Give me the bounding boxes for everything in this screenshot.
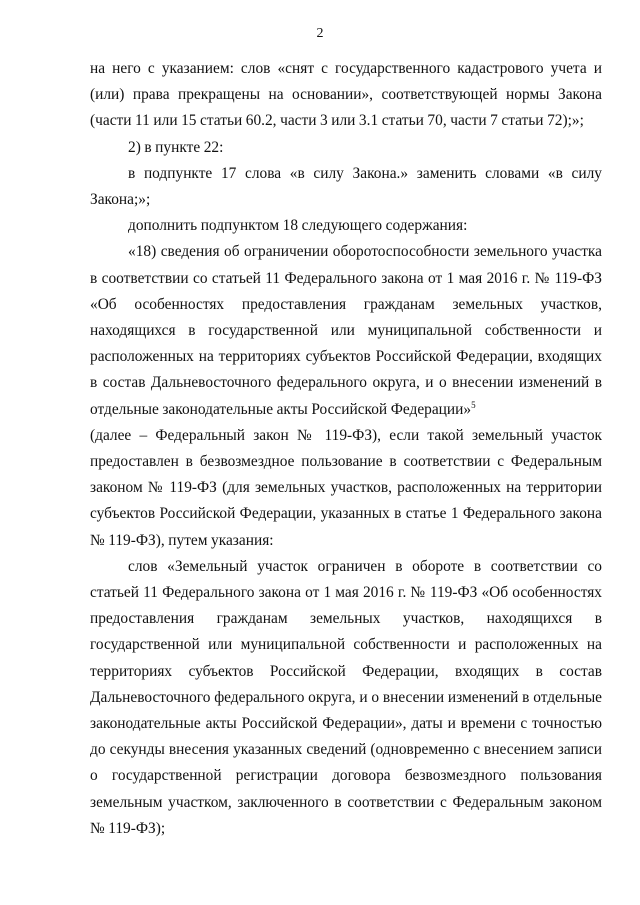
paragraph-6: (далее – Федеральный закон № 119-ФЗ), если такой земельный участок предоставлен в безвозмездное пользование в соответствии с Федеральным законом № 119-ФЗ (для земельных участков, расположенных на территории субъектов Российской Федерации, указанных в статье 1 Федерального закона № 119-ФЗ), путем указания: [90, 426, 602, 549]
paragraph-3: в подпункте 17 слова «в силу Закона.» заменить словами «в силу Закона;»; [90, 164, 602, 209]
paragraph-7: слов «Земельный участок ограничен в обороте в соответствии со статьей 11 Федерального закона от 1 мая 2016 г. № 119-ФЗ «Об особенностях предоставления гражданам земельных участков, находящихся в государственной или муниципальной собственности и расположенных на территориях субъектов Российской Федерации, входящих в состав Дальневосточного федерального округа, и о внесении изменений в отдельные законодательные акты Российской Федерации», даты и времени с точностью до секунды внесения указанных сведений (одновременно с внесением записи о государственной регистрации договора безвозмездного пользования земельным участком, заключенного в соответствии с Федеральным законом № 119-ФЗ); [90, 557, 602, 837]
paragraph-1: на него с указанием: слов «снят с государственного кадастрового учета и (или) права прекращены на основании», соответствующей нормы Закона (части 11 или 15 статьи 60.2, части 3 или 3.1 статьи 70, части 7 статьи 72);»; [90, 60, 602, 130]
footnote-marker: 5 [471, 399, 476, 410]
paragraph-4: дополнить подпунктом 18 следующего содержания: [128, 217, 468, 235]
paragraph-5-text: «18) сведения об ограничении оборотоспособности земельного участка в соответствии со статьей 11 Федерального закона от 1 мая 2016 г. № 119-ФЗ «Об особенностях предоставления гражданам земельных участков, находящихся в государственной или муниципальной собственности и расположенных на территориях субъектов Российской Федерации, входящих в состав Дальневосточного федерального округа, и о внесении изменений в отдельные законодательные акты Российской Федерации» [90, 243, 602, 418]
document-body [90, 56, 602, 842]
paragraph-2: 2) в пункте 22: [128, 138, 224, 156]
paragraph-5 [90, 239, 602, 422]
page-number: 2 [316, 26, 324, 41]
